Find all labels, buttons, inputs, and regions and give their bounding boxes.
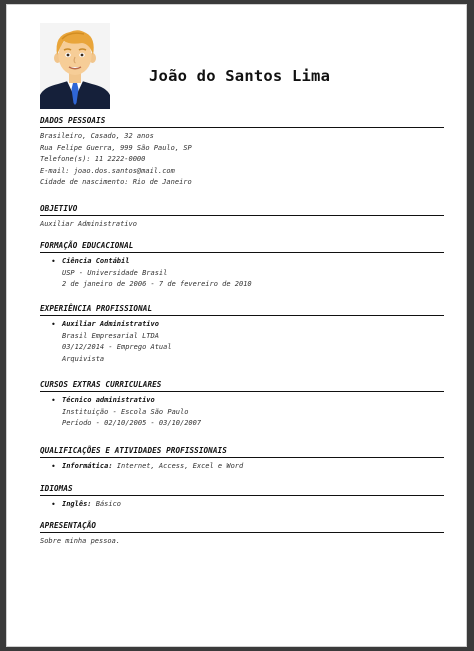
phone-line: Telefone(s): 11 2222-0000 [40, 155, 146, 163]
email-line: E-mail: joao.dos.santos@mail.com [40, 166, 175, 175]
section-title: DADOS PESSOAIS [40, 116, 106, 125]
section-experience [40, 304, 444, 365]
bullet-icon: • [51, 500, 56, 509]
company-line: Brasil Empresarial LTDA [62, 331, 159, 340]
section-title: OBJETIVO [40, 204, 78, 213]
divider [40, 252, 444, 253]
language-level: Básico [91, 500, 122, 508]
divider [40, 391, 444, 392]
profile-photo [40, 23, 110, 109]
section-extra-courses [40, 380, 444, 430]
section-title: FORMAÇÃO EDUCACIONAL [40, 241, 134, 250]
job-title: Auxiliar Administrativo [62, 320, 159, 328]
section-languages [40, 484, 444, 511]
bullet-icon: • [51, 257, 56, 266]
period-line: 03/12/2014 - Emprego Atual [62, 343, 172, 351]
resume-page [6, 4, 467, 647]
list-item [40, 319, 444, 331]
period-line: Período - 02/10/2005 - 03/10/2007 [62, 419, 202, 427]
divider [40, 215, 444, 216]
bullet-icon: • [51, 462, 56, 471]
section-title: EXPERIÊNCIA PROFISSIONAL [40, 304, 153, 313]
section-education [40, 241, 444, 291]
address-line: Rua Felipe Guerra, 999 São Paulo, SP [40, 143, 192, 152]
personal-info-line: Brasileiro, Casado, 32 anos [40, 132, 154, 140]
section-title: APRESENTAÇÃO [40, 521, 97, 530]
institution-line: USP - Universidade Brasil [62, 268, 168, 277]
list-item [40, 499, 444, 511]
section-objective [40, 204, 444, 231]
section-personal-data [40, 116, 444, 189]
institution-line: Instituição - Escola São Paulo [62, 407, 189, 416]
list-item [40, 395, 444, 407]
bullet-icon: • [51, 320, 56, 329]
divider [40, 127, 444, 128]
section-title: CURSOS EXTRAS CURRICULARES [40, 380, 162, 389]
course-name: Técnico administrativo [62, 396, 155, 404]
period-line: 2 de janeiro de 2006 - 7 de fevereiro de 2010 [62, 280, 252, 288]
candidate-name: João do Santos Lima [149, 67, 331, 85]
objective-line: Auxiliar Administrativo [40, 220, 137, 228]
divider [40, 457, 444, 458]
course-name: Ciência Contábil [62, 257, 130, 265]
section-title: QUALIFICAÇÕES E ATIVIDADES PROFISSIONAIS [40, 446, 227, 455]
role-line: Arquivista [62, 354, 105, 363]
bullet-icon: • [51, 396, 56, 405]
section-presentation [40, 521, 444, 548]
man-avatar-icon [40, 23, 110, 109]
language-label: Inglês: [62, 500, 92, 508]
birthplace-line: Cidade de nascimento: Rio de Janeiro [40, 178, 192, 186]
skill-label: Informática: [62, 462, 113, 470]
section-title: IDIOMAS [40, 484, 73, 493]
list-item [40, 461, 444, 473]
divider [40, 532, 444, 533]
divider [40, 315, 444, 316]
list-item [40, 256, 444, 268]
section-qualifications [40, 446, 444, 473]
presentation-line: Sobre minha pessoa. [40, 537, 121, 545]
skill-value: Internet, Access, Excel e Word [112, 462, 244, 470]
divider [40, 495, 444, 496]
